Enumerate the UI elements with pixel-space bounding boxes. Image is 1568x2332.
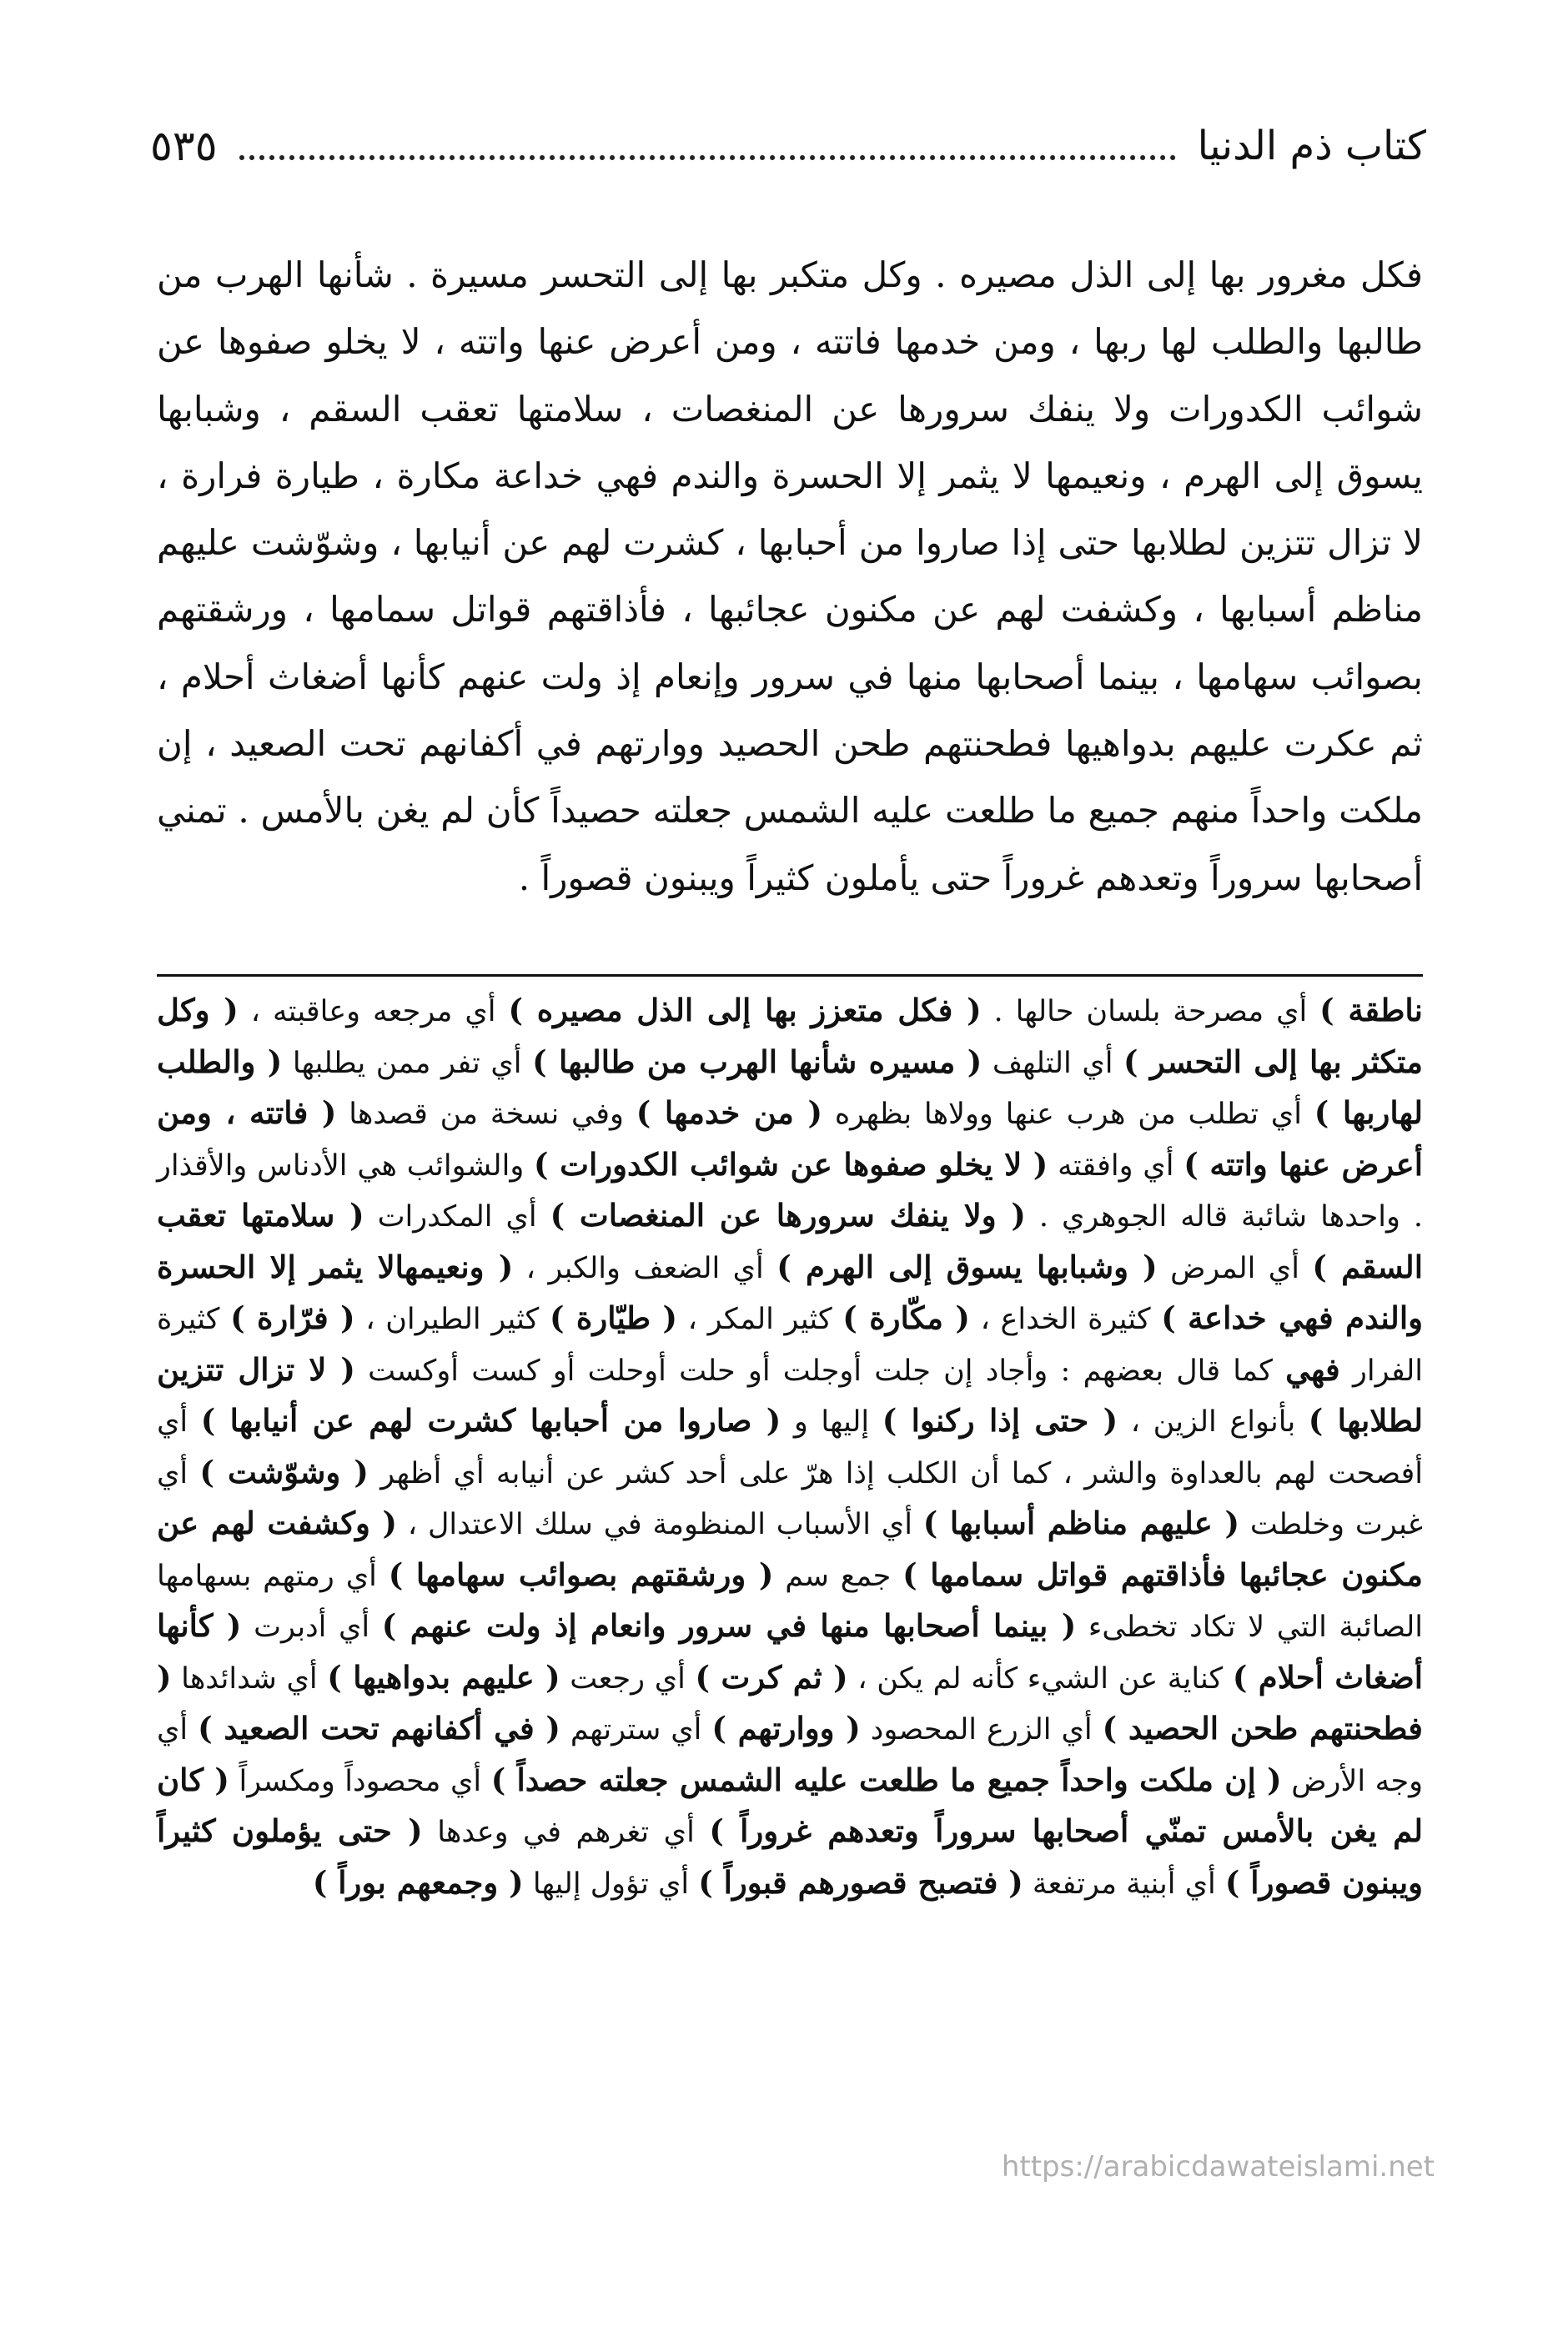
commentary-block [157, 986, 1423, 1909]
commentary-run: وفي نسخة من قصدها [336, 1098, 636, 1131]
commentary-run: كثير الطيران ، [354, 1303, 550, 1336]
quoted-phrase: ( مسيره شأنها الهرب من طالبها ) [532, 1043, 983, 1080]
commentary-run: أي أدبرت [241, 1611, 382, 1644]
quoted-phrase: ( وشبابها يسوق إلى الهرم ) [776, 1248, 1158, 1285]
commentary-run: أي رمتهم بسهامها الصائبة التي لا تكاد تخطىء [157, 1559, 1423, 1644]
commentary-run: أي الضعف والكبر ، [513, 1251, 777, 1285]
commentary-run: أي تطلب من هرب عنها وولاها بظهره [822, 1098, 1314, 1131]
quoted-phrase: ( وكشفت لهم عن مكنون عجائبها فأذاقتهم قواتل سمامها ) [157, 1505, 1423, 1593]
commentary-run: كناية عن الشيء كأنه لم يكن ، [847, 1661, 1233, 1696]
commentary-run: أي تؤول إليها [523, 1867, 699, 1901]
quoted-phrase: ( وجمعهم بوراً ) [312, 1863, 524, 1901]
quoted-phrase: ( ثم كرت ) [695, 1658, 848, 1696]
commentary-run: أي المكدرات [364, 1200, 550, 1234]
commentary-run: والشوائب هي الأدناس والأقذار . واحدها شائبة قاله الجوهري . [157, 1148, 1423, 1234]
quoted-phrase: ( كأنها أضغاث أحلام ) [157, 1607, 1424, 1696]
footnote-separator-rule [157, 974, 1423, 977]
book-title: كتاب ذم الدنيا [1197, 123, 1426, 169]
quoted-phrase: ( ورشقتهم بصوائب سهامها ) [388, 1556, 774, 1593]
quoted-phrase: فهي [1285, 1350, 1340, 1388]
quoted-phrase: ( لا يخلو صفوها عن شوائب الكدورات ) [534, 1145, 1048, 1183]
commentary-run: كما قال بعضهم : وأجاد إن جلت أوجلت أو حلت أوحلت أو كست أوكست [354, 1354, 1286, 1388]
quoted-phrase: ناطقة ) [1319, 992, 1423, 1028]
commentary-run: كثيرة الفرار [157, 1303, 1423, 1388]
quoted-phrase: ( حتى يؤملون كثيراً ويبنون قصوراً ) [157, 1812, 1423, 1901]
commentary-run: أي وجه الأرض [157, 1713, 1423, 1798]
commentary-run: أي أفصحت لهم بالعداوة والشر ، كما أن الكلب إذا هرّ على أحد كشر عن أنيابه أي أظهر [157, 1405, 1424, 1490]
commentary-run: بأنواع الزين ، [1118, 1405, 1309, 1439]
commentary-run: كثيرة الخداع ، [969, 1303, 1162, 1336]
quoted-phrase: ( لا تزال تتزين لطلابها ) [157, 1350, 1423, 1439]
commentary-run: أي الزرع المحصود [860, 1713, 1103, 1746]
commentary-run: أي سترتهم [560, 1713, 712, 1746]
commentary-run: أي أبنية مرتفعة [1023, 1867, 1225, 1901]
quoted-phrase: ( عليهم مناظم أسبابها ) [922, 1505, 1239, 1541]
commentary-run: أي رجعت [560, 1661, 696, 1696]
quoted-phrase: ( صاروا من أحبابها كشرت لهم عن أنيابها ) [200, 1402, 781, 1439]
quoted-phrase: ( حتى إذا ركنوا ) [882, 1402, 1118, 1439]
quoted-phrase: ( والطلب لهاربها ) [157, 1043, 1423, 1131]
quoted-phrase: ( وشوّشت ) [199, 1453, 369, 1490]
commentary-run: أي مصرحة بلسان حالها . [981, 995, 1320, 1028]
quoted-phrase: ( سلامتها تعقب السقم ) [157, 1197, 1423, 1285]
quoted-phrase: ( ولا ينفك سرورها عن المنغصات ) [550, 1197, 1026, 1234]
commentary-run: كثير المكر ، [677, 1303, 843, 1336]
running-head [150, 108, 1426, 183]
commentary-run: أي محصوداً ومكسراً [229, 1764, 491, 1798]
quoted-phrase: ( وكل متكثر بها إلى التحسر ) [157, 992, 1423, 1080]
quoted-phrase: ( ووارتهم ) [711, 1710, 861, 1746]
commentary-run: أي شدائدها [171, 1661, 328, 1696]
quoted-phrase: ( بينما أصحابها منها في سرور وانعام إذ ولت عنهم ) [381, 1607, 1077, 1644]
quoted-phrase: ( فكل متعزز بها إلى الذل مصيره ) [508, 992, 982, 1028]
commentary-run: أي وافقته [1048, 1148, 1184, 1183]
quoted-phrase: ( فتصبح قصورهم قبوراً ) [698, 1863, 1023, 1901]
page-number: ٥٣٥ [150, 122, 218, 170]
main-paragraph: فكل مغرور بها إلى الذل مصيره . وكل متكبر بها إلى التحسر مسيرة . شأنها الهرب من طالبها والطلب لها ربها ، ومن خدمها فاتته ، ومن أعرض عنها واتته ، لا يخلو صفوها عن شوائب الكدورات ولا ينفك سرورها عن المنغصات ، سلامتها تعقب السقم ، وشبابها يسوق إلى الهرم ، ونعيمها لا يثمر إلا الحسرة والندم فهي خداعة مكارة ، طيارة فرارة ، لا تزال تتزين لطلابها حتى إذا صاروا من أحبابها ، كشرت لهم عن أنيابها ، وشوّشت عليهم مناظم أسبابها ، وكشفت لهم عن مكنون عجائبها ، فأذاقتهم قواتل سمامها ، ورشقتهم بصوائب سهامها ، بينما أصحابها منها في سرور وإنعام إذ ولت عنهم كأنها أضغاث أحلام ، ثم عكرت عليهم بدواهيها فطحنتهم طحن الحصيد ووارتهم في أكفانهم تحت الصعيد ، إن ملكت واحداً منهم جميع ما طلعت عليه الشمس جعلته حصيداً كأن لم يغن بالأمس . تمني أصحابها سروراً وتعدهم غروراً حتى يأملون كثيراً ويبنون قصوراً . [157, 254, 1423, 898]
commentary-run: إليها و [781, 1405, 882, 1439]
commentary-run: أي الأسباب المنظومة في سلك الاعتدال ، [397, 1508, 923, 1541]
quoted-phrase: ( كان لم يغن بالأمس تمنّي أصحابها سروراً وتعدهم غروراً ) [157, 1761, 1424, 1849]
quoted-phrase: ( فاتته ، ومن أعرض عنها واتته ) [157, 1094, 1423, 1183]
quoted-phrase: ( مكّارة ) [842, 1299, 970, 1336]
quoted-phrase: ( في أكفانهم تحت الصعيد ) [198, 1710, 560, 1746]
dotted-leader [239, 155, 1176, 160]
commentary-run: أي مرجعه وعاقبته ، [238, 995, 509, 1028]
commentary-run: أي التلهف [982, 1046, 1124, 1080]
quoted-phrase: ( فرّارة ) [230, 1299, 355, 1336]
quoted-phrase: ( ونعيمهالا يثمر إلا الحسرة والندم فهي خداعة ) [157, 1248, 1423, 1336]
main-text-block [157, 242, 1423, 912]
commentary-run: أي تغرهم في وعدها [422, 1816, 710, 1849]
quoted-phrase: ( عليهم بدواهيها ) [327, 1658, 560, 1696]
quoted-phrase: ( إن ملكت واحداً جميع ما طلعت عليه الشمس جعلته حصداً ) [490, 1761, 1282, 1798]
commentary-paragraph [157, 986, 1423, 1909]
quoted-phrase: ( من خدمها ) [636, 1094, 822, 1131]
commentary-run: أي تفر ممن يطلبها [282, 1046, 533, 1080]
commentary-run: أي المرض [1157, 1251, 1313, 1285]
commentary-run: أي غبرت وخلطت [157, 1456, 1423, 1541]
commentary-run: جمع سم [773, 1559, 903, 1593]
quoted-phrase: ( طيّارة ) [550, 1299, 677, 1336]
website-watermark: https://arabicdawateislami.net [1001, 2150, 1435, 2184]
quoted-phrase: ( فطحنتهم طحن الحصيد ) [157, 1658, 1423, 1746]
